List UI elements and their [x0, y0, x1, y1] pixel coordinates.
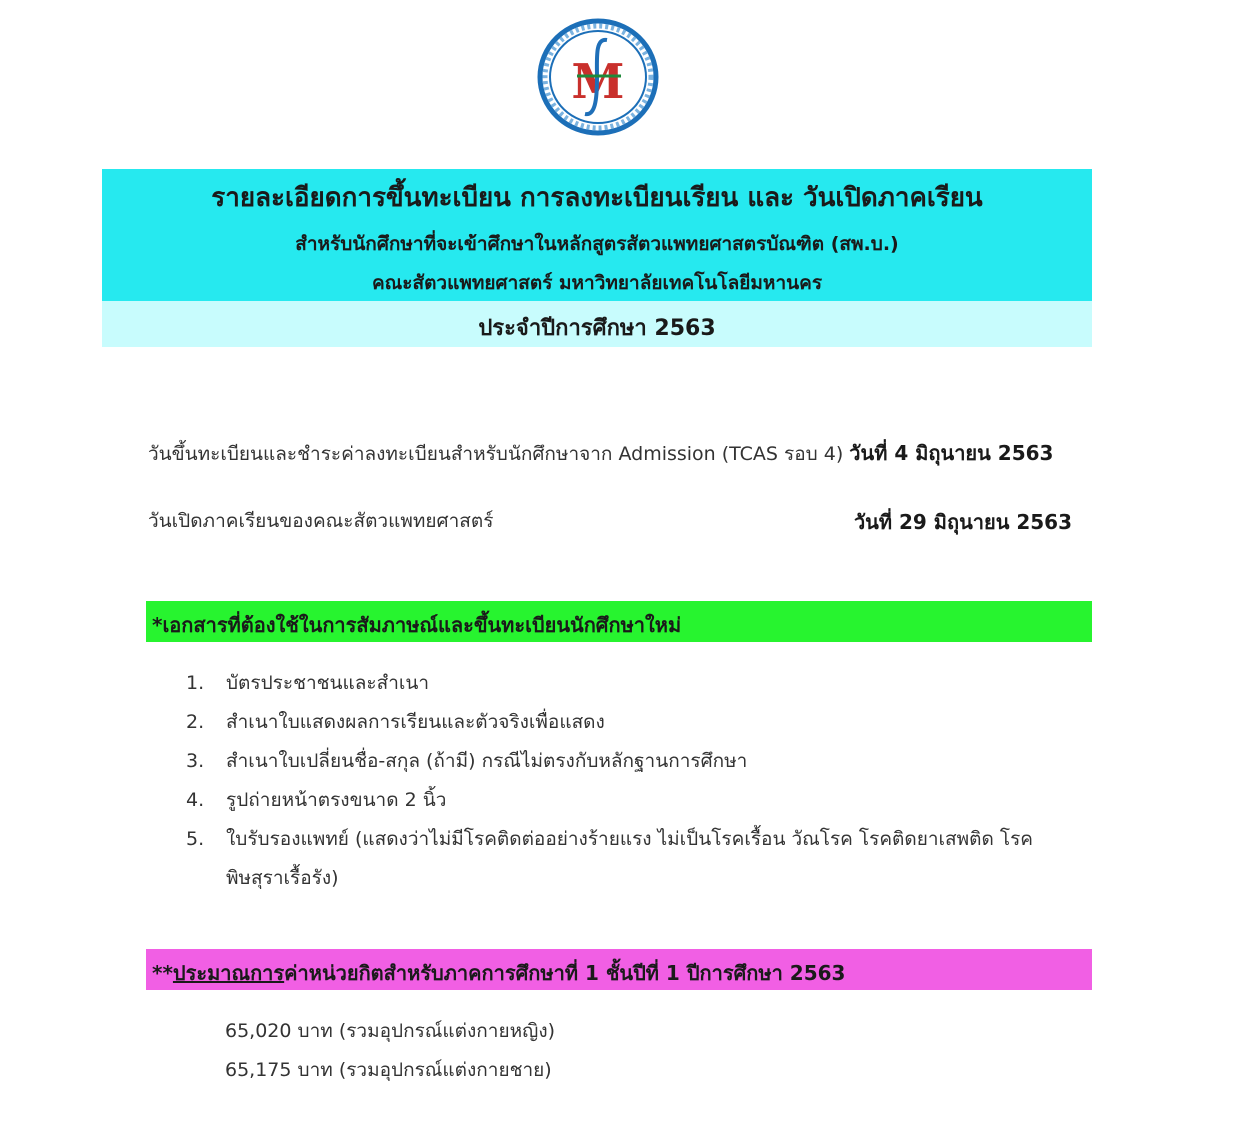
- list-item: [186, 820, 1086, 898]
- semester-date: วันที่ 29 มิถุนายน 2563: [853, 510, 1072, 534]
- seal-icon: [537, 18, 659, 136]
- registration-date: วันที่ 4 มิถุนายน 2563: [849, 441, 1054, 465]
- list-number: 2.: [186, 711, 205, 733]
- list-item: [186, 664, 1086, 703]
- list-item: [186, 781, 1086, 820]
- academic-year: ประจำปีการศึกษา 2563: [478, 316, 716, 341]
- documents-heading: *เอกสารที่ต้องใช้ในการสัมภาษณ์และขึ้นทะเบียนนักศึกษาใหม่: [152, 613, 682, 637]
- documents-heading-bar: [146, 601, 1092, 642]
- list-number: 4.: [186, 789, 205, 811]
- fees-list: [225, 1012, 555, 1090]
- list-text: รูปถ่ายหน้าตรงขนาด 2 นิ้ว: [226, 789, 447, 811]
- list-item: [186, 742, 1086, 781]
- svg-text:M: M: [571, 54, 625, 110]
- list-number: 5.: [186, 828, 205, 850]
- fees-heading-underlined: ประมาณการ: [172, 961, 285, 985]
- list-text: บัตรประชาชนและสำเนา: [226, 672, 430, 694]
- fees-heading-rest: ค่าหน่วยกิตสำหรับภาคการศึกษาที่ 1 ชั้นปีที่ 1 ปีการศึกษา 2563: [284, 961, 846, 985]
- fees-heading: [152, 957, 845, 989]
- list-number: 1.: [186, 672, 205, 694]
- documents-list: [186, 664, 1086, 898]
- faculty-logo: [537, 18, 659, 136]
- list-text: สำเนาใบเปลี่ยนชื่อ-สกุล (ถ้ามี) กรณีไม่ตรงกับหลักฐานการศึกษา: [226, 750, 748, 772]
- academic-year-banner: [102, 301, 1092, 347]
- fee-item-female: 65,020 บาท (รวมอุปกรณ์แต่งกายหญิง): [225, 1020, 556, 1042]
- faculty-subtitle: คณะสัตวแพทยศาสตร์ มหาวิทยาลัยเทคโนโลยีมหานคร: [371, 272, 823, 294]
- fees-heading-bar: [146, 949, 1092, 990]
- program-subtitle: สำหรับนักศึกษาที่จะเข้าศึกษาในหลักสูตรสัตวแพทยศาสตรบัณฑิต (สพ.บ.): [295, 233, 899, 255]
- list-text: ใบรับรองแพทย์ (แสดงว่าไม่มีโรคติดต่ออย่างร้ายแรง ไม่เป็นโรคเรื้อน วัณโรค โรคติดยาเสพติด โรคพิษสุราเรื้อรัง): [226, 828, 1033, 889]
- list-item: [186, 703, 1086, 742]
- list-text: สำเนาใบแสดงผลการเรียนและตัวจริงเพื่อแสดง: [226, 711, 605, 733]
- page-title: รายละเอียดการขึ้นทะเบียน การลงทะเบียนเรียน และ วันเปิดภาคเรียน: [211, 183, 983, 213]
- semester-label: วันเปิดภาคเรียนของคณะสัตวแพทยศาสตร์: [148, 510, 494, 532]
- header-banner: [102, 169, 1092, 301]
- registration-date-row: [148, 437, 1076, 469]
- list-number: 3.: [186, 750, 205, 772]
- fees-heading-prefix: **: [152, 961, 173, 985]
- semester-date-row: [148, 506, 1076, 536]
- registration-label: วันขึ้นทะเบียนและชำระค่าลงทะเบียนสำหรับนักศึกษาจาก Admission (TCAS รอบ 4): [148, 443, 844, 465]
- fee-item-male: 65,175 บาท (รวมอุปกรณ์แต่งกายชาย): [225, 1059, 552, 1081]
